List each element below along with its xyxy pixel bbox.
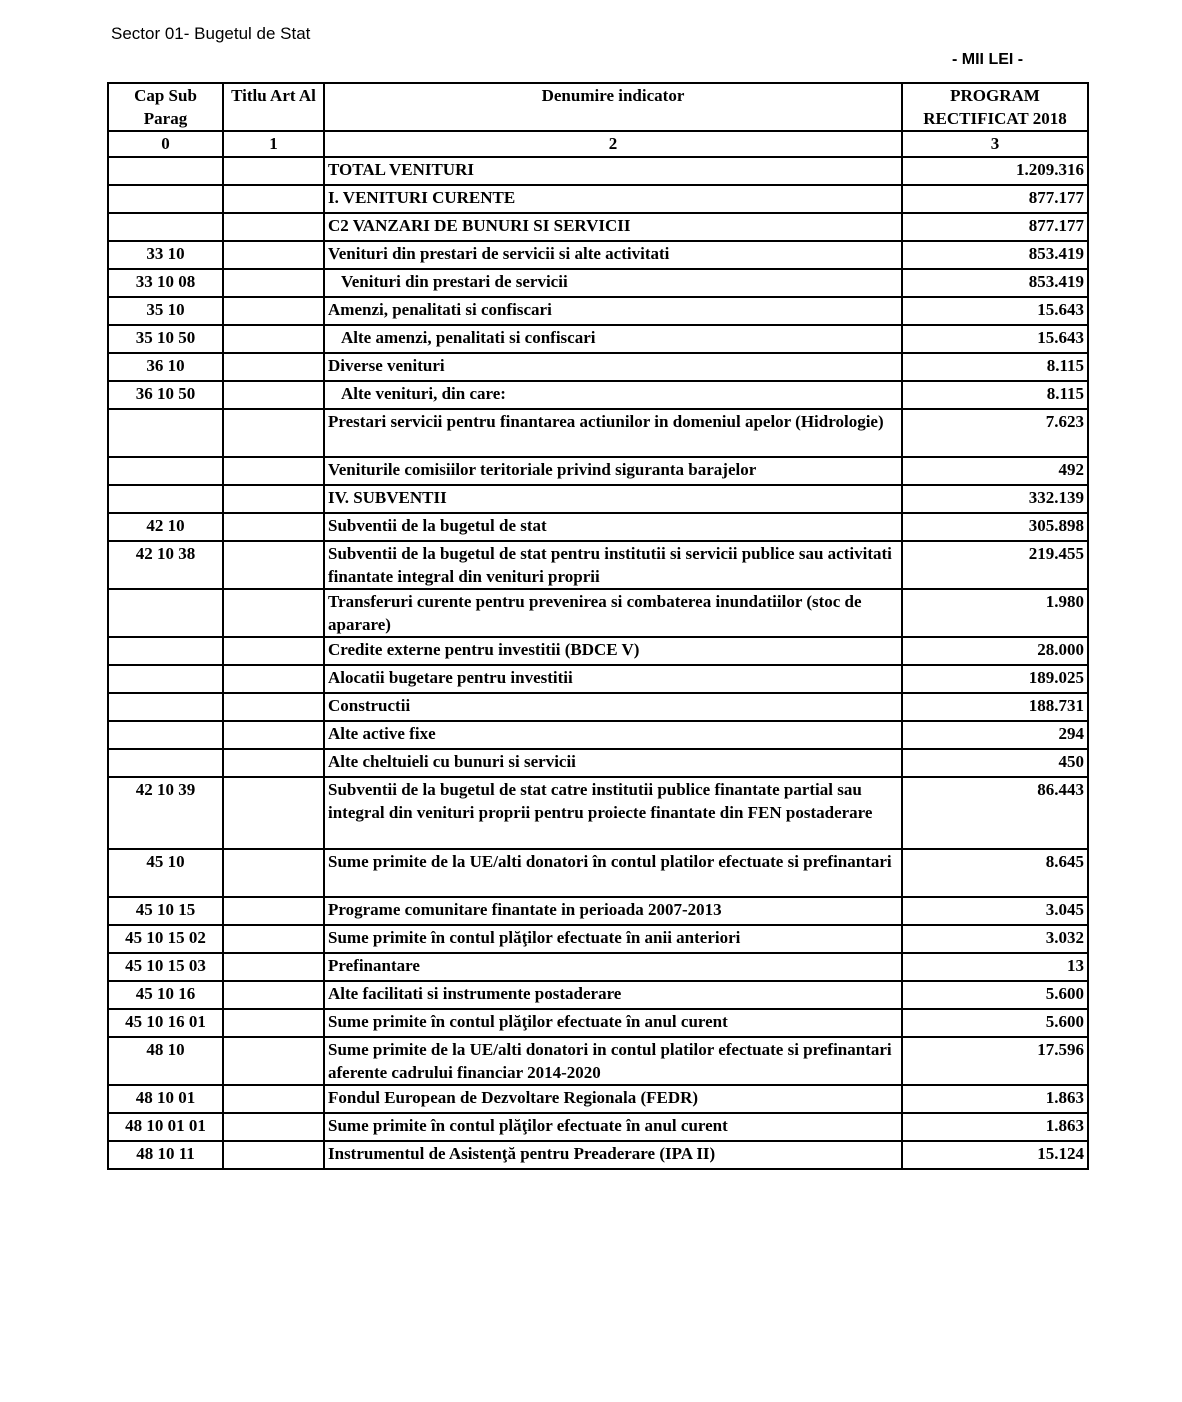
table-row bbox=[108, 1085, 1088, 1113]
table-row bbox=[108, 185, 1088, 213]
indicator-name-cell: Subventii de la bugetul de stat pentru institutii si servicii publice sau activitati finantate integral din venituri proprii bbox=[324, 541, 902, 589]
indicator-name-cell: Subventii de la bugetul de stat catre institutii publice finantate partial sau integral din venituri proprii pentru proiecte finantate din FEN postaderare bbox=[324, 777, 902, 849]
titlu-code-cell bbox=[223, 457, 324, 485]
titlu-code-cell bbox=[223, 665, 324, 693]
cap-code-cell bbox=[108, 409, 223, 457]
table-row bbox=[108, 693, 1088, 721]
cap-code-cell: 48 10 01 bbox=[108, 1085, 223, 1113]
indicator-name-cell: Sume primite în contul plăţilor efectuate în anii anteriori bbox=[324, 925, 902, 953]
titlu-code-cell bbox=[223, 269, 324, 297]
program-value-cell: 1.980 bbox=[902, 589, 1088, 637]
table-row bbox=[108, 457, 1088, 485]
cap-code-cell bbox=[108, 693, 223, 721]
table-row bbox=[108, 721, 1088, 749]
table-row bbox=[108, 269, 1088, 297]
table-row bbox=[108, 1037, 1088, 1085]
cap-code-cell bbox=[108, 157, 223, 185]
indicator-name-cell: Venituri din prestari de servicii bbox=[324, 269, 902, 297]
titlu-code-cell bbox=[223, 1037, 324, 1085]
cap-code-cell: 45 10 bbox=[108, 849, 223, 897]
cap-code-cell: 36 10 50 bbox=[108, 381, 223, 409]
indicator-name-cell: Fondul European de Dezvoltare Regionala (FEDR) bbox=[324, 1085, 902, 1113]
titlu-code-cell bbox=[223, 297, 324, 325]
titlu-code-cell bbox=[223, 409, 324, 457]
cap-code-cell: 48 10 11 bbox=[108, 1141, 223, 1169]
titlu-code-cell bbox=[223, 185, 324, 213]
indicator-name-cell: Alte active fixe bbox=[324, 721, 902, 749]
titlu-code-cell bbox=[223, 381, 324, 409]
table-row bbox=[108, 485, 1088, 513]
program-value-cell: 189.025 bbox=[902, 665, 1088, 693]
cap-code-cell: 45 10 15 bbox=[108, 897, 223, 925]
indicator-name-cell: Sume primite de la UE/alti donatori în contul platilor efectuate si prefinantari bbox=[324, 849, 902, 897]
table-row bbox=[108, 665, 1088, 693]
cap-code-cell: 35 10 50 bbox=[108, 325, 223, 353]
indicator-name-cell: Prestari servicii pentru finantarea actiunilor in domeniul apelor (Hidrologie) bbox=[324, 409, 902, 457]
program-value-cell: 305.898 bbox=[902, 513, 1088, 541]
table-row bbox=[108, 157, 1088, 185]
table-row bbox=[108, 241, 1088, 269]
cap-code-cell bbox=[108, 213, 223, 241]
program-value-cell: 332.139 bbox=[902, 485, 1088, 513]
titlu-code-cell bbox=[223, 157, 324, 185]
column-number: 1 bbox=[223, 131, 324, 157]
column-header-cap: Cap Sub Parag bbox=[108, 83, 223, 131]
column-number: 0 bbox=[108, 131, 223, 157]
indicator-name-cell: TOTAL VENITURI bbox=[324, 157, 902, 185]
titlu-code-cell bbox=[223, 589, 324, 637]
titlu-code-cell bbox=[223, 325, 324, 353]
titlu-code-cell bbox=[223, 1009, 324, 1037]
table-row bbox=[108, 513, 1088, 541]
titlu-code-cell bbox=[223, 897, 324, 925]
cap-code-cell: 45 10 16 01 bbox=[108, 1009, 223, 1037]
program-value-cell: 188.731 bbox=[902, 693, 1088, 721]
table-row bbox=[108, 213, 1088, 241]
cap-code-cell bbox=[108, 589, 223, 637]
program-value-cell: 5.600 bbox=[902, 981, 1088, 1009]
titlu-code-cell bbox=[223, 693, 324, 721]
cap-code-cell bbox=[108, 749, 223, 777]
titlu-code-cell bbox=[223, 981, 324, 1009]
program-value-cell: 450 bbox=[902, 749, 1088, 777]
program-value-cell: 86.443 bbox=[902, 777, 1088, 849]
program-value-cell: 3.032 bbox=[902, 925, 1088, 953]
indicator-name-cell: IV. SUBVENTII bbox=[324, 485, 902, 513]
table-row bbox=[108, 953, 1088, 981]
indicator-name-cell: Prefinantare bbox=[324, 953, 902, 981]
sector-title: Sector 01- Bugetul de Stat bbox=[111, 24, 311, 43]
program-value-cell: 1.863 bbox=[902, 1085, 1088, 1113]
cap-code-cell: 42 10 38 bbox=[108, 541, 223, 589]
table-row bbox=[108, 777, 1088, 849]
indicator-name-cell: Subventii de la bugetul de stat bbox=[324, 513, 902, 541]
indicator-name-cell: Veniturile comisiilor teritoriale privind siguranta barajelor bbox=[324, 457, 902, 485]
table-row bbox=[108, 637, 1088, 665]
titlu-code-cell bbox=[223, 541, 324, 589]
program-value-cell: 15.643 bbox=[902, 325, 1088, 353]
cap-code-cell: 35 10 bbox=[108, 297, 223, 325]
table-row bbox=[108, 897, 1088, 925]
program-value-cell: 853.419 bbox=[902, 269, 1088, 297]
indicator-name-cell: Alte venituri, din care: bbox=[324, 381, 902, 409]
cap-code-cell bbox=[108, 665, 223, 693]
column-number-row bbox=[108, 131, 1088, 157]
cap-code-cell: 45 10 15 03 bbox=[108, 953, 223, 981]
program-value-cell: 17.596 bbox=[902, 1037, 1088, 1085]
table-row bbox=[108, 325, 1088, 353]
program-value-cell: 1.209.316 bbox=[902, 157, 1088, 185]
program-value-cell: 7.623 bbox=[902, 409, 1088, 457]
titlu-code-cell bbox=[223, 849, 324, 897]
titlu-code-cell bbox=[223, 1113, 324, 1141]
program-value-cell: 1.863 bbox=[902, 1113, 1088, 1141]
column-number: 3 bbox=[902, 131, 1088, 157]
program-value-cell: 3.045 bbox=[902, 897, 1088, 925]
table-row bbox=[108, 925, 1088, 953]
table-row bbox=[108, 749, 1088, 777]
titlu-code-cell bbox=[223, 777, 324, 849]
cap-code-cell bbox=[108, 457, 223, 485]
program-value-cell: 13 bbox=[902, 953, 1088, 981]
table-row bbox=[108, 1141, 1088, 1169]
titlu-code-cell bbox=[223, 485, 324, 513]
cap-code-cell: 36 10 bbox=[108, 353, 223, 381]
titlu-code-cell bbox=[223, 513, 324, 541]
cap-code-cell: 45 10 15 02 bbox=[108, 925, 223, 953]
cap-code-cell bbox=[108, 637, 223, 665]
table-row bbox=[108, 541, 1088, 589]
program-value-cell: 294 bbox=[902, 721, 1088, 749]
column-number: 2 bbox=[324, 131, 902, 157]
program-value-cell: 219.455 bbox=[902, 541, 1088, 589]
table-row bbox=[108, 353, 1088, 381]
program-value-cell: 877.177 bbox=[902, 185, 1088, 213]
cap-code-cell: 42 10 39 bbox=[108, 777, 223, 849]
cap-code-cell: 48 10 bbox=[108, 1037, 223, 1085]
cap-code-cell bbox=[108, 485, 223, 513]
indicator-name-cell: Transferuri curente pentru prevenirea si combaterea inundatiilor (stoc de aparare) bbox=[324, 589, 902, 637]
indicator-name-cell: Amenzi, penalitati si confiscari bbox=[324, 297, 902, 325]
indicator-name-cell: Constructii bbox=[324, 693, 902, 721]
indicator-name-cell: Programe comunitare finantate in perioada 2007-2013 bbox=[324, 897, 902, 925]
table-header-row bbox=[108, 83, 1088, 131]
indicator-name-cell: C2 VANZARI DE BUNURI SI SERVICII bbox=[324, 213, 902, 241]
titlu-code-cell bbox=[223, 749, 324, 777]
table-row bbox=[108, 589, 1088, 637]
indicator-name-cell: Alocatii bugetare pentru investitii bbox=[324, 665, 902, 693]
titlu-code-cell bbox=[223, 637, 324, 665]
indicator-name-cell: Sume primite în contul plăţilor efectuate în anul curent bbox=[324, 1009, 902, 1037]
budget-table bbox=[107, 82, 1089, 1170]
cap-code-cell bbox=[108, 185, 223, 213]
table-row bbox=[108, 849, 1088, 897]
column-header-titlu: Titlu Art Al bbox=[223, 83, 324, 131]
titlu-code-cell bbox=[223, 953, 324, 981]
program-value-cell: 28.000 bbox=[902, 637, 1088, 665]
indicator-name-cell: I. VENITURI CURENTE bbox=[324, 185, 902, 213]
indicator-name-cell: Sume primite în contul plăţilor efectuate în anul curent bbox=[324, 1113, 902, 1141]
cap-code-cell bbox=[108, 721, 223, 749]
indicator-name-cell: Alte cheltuieli cu bunuri si servicii bbox=[324, 749, 902, 777]
cap-code-cell: 48 10 01 01 bbox=[108, 1113, 223, 1141]
indicator-name-cell: Diverse venituri bbox=[324, 353, 902, 381]
table-row bbox=[108, 981, 1088, 1009]
table-row bbox=[108, 1009, 1088, 1037]
indicator-name-cell: Sume primite de la UE/alti donatori in contul platilor efectuate si prefinantari aferente cadrului financiar 2014-2020 bbox=[324, 1037, 902, 1085]
program-value-cell: 8.115 bbox=[902, 381, 1088, 409]
titlu-code-cell bbox=[223, 1141, 324, 1169]
column-header-denumire: Denumire indicator bbox=[324, 83, 902, 131]
cap-code-cell: 45 10 16 bbox=[108, 981, 223, 1009]
titlu-code-cell bbox=[223, 925, 324, 953]
indicator-name-cell: Alte amenzi, penalitati si confiscari bbox=[324, 325, 902, 353]
program-value-cell: 853.419 bbox=[902, 241, 1088, 269]
program-value-cell: 15.124 bbox=[902, 1141, 1088, 1169]
indicator-name-cell: Venituri din prestari de servicii si alte activitati bbox=[324, 241, 902, 269]
program-value-cell: 5.600 bbox=[902, 1009, 1088, 1037]
titlu-code-cell bbox=[223, 1085, 324, 1113]
program-value-cell: 15.643 bbox=[902, 297, 1088, 325]
titlu-code-cell bbox=[223, 721, 324, 749]
cap-code-cell: 33 10 bbox=[108, 241, 223, 269]
indicator-name-cell: Alte facilitati si instrumente postaderare bbox=[324, 981, 902, 1009]
titlu-code-cell bbox=[223, 353, 324, 381]
table-row bbox=[108, 297, 1088, 325]
program-value-cell: 8.645 bbox=[902, 849, 1088, 897]
table-row bbox=[108, 1113, 1088, 1141]
program-value-cell: 492 bbox=[902, 457, 1088, 485]
table-row bbox=[108, 381, 1088, 409]
program-value-cell: 877.177 bbox=[902, 213, 1088, 241]
units-label: - MII LEI - bbox=[952, 51, 1024, 68]
indicator-name-cell: Credite externe pentru investitii (BDCE V) bbox=[324, 637, 902, 665]
column-header-program: PROGRAM RECTIFICAT 2018 bbox=[902, 83, 1088, 131]
cap-code-cell: 42 10 bbox=[108, 513, 223, 541]
table-row bbox=[108, 409, 1088, 457]
titlu-code-cell bbox=[223, 213, 324, 241]
program-value-cell: 8.115 bbox=[902, 353, 1088, 381]
titlu-code-cell bbox=[223, 241, 324, 269]
cap-code-cell: 33 10 08 bbox=[108, 269, 223, 297]
indicator-name-cell: Instrumentul de Asistenţă pentru Preaderare (IPA II) bbox=[324, 1141, 902, 1169]
